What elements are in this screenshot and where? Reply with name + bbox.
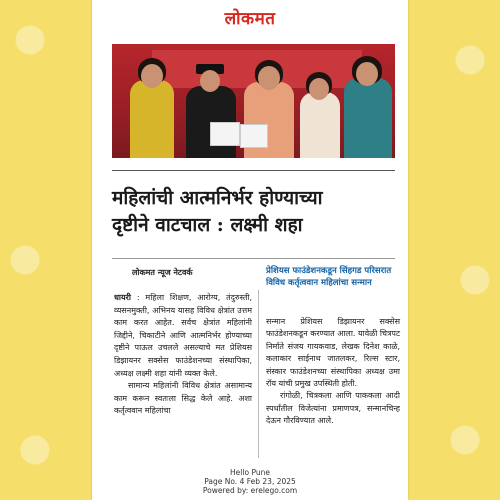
article-left-column	[114, 292, 252, 418]
photo-person-1	[130, 80, 174, 158]
newspaper-masthead: लोकमत	[224, 9, 276, 29]
photo-person-5-face	[356, 62, 378, 86]
photo-certificate-2	[240, 124, 268, 148]
right-paragraph-1: सन्मान प्रेशियस डिझायनर सक्सेस फाउंडेशनकडून करण्यात आला. यावेळी चित्रपट निर्माते संजय गायकवाड, लेखक दिनेश काळे, कलाकार साईनाथ जातलकर, रिल्स स्टार, संस्कार फाउंडेशनच्या संस्थापिका अध्यक्ष उमा रॉय यांची प्रमुख उपस्थिती होती.	[266, 317, 400, 389]
article-photo	[112, 44, 395, 158]
footer-page-date: Page No. 4 Feb 23, 2025	[204, 477, 296, 486]
left-paragraph-1	[114, 292, 252, 380]
article-subheading: प्रेशियस फाउंडेशनकडून सिंहगड परिसरात विविध कर्तृत्ववान महिलांचा सन्मान	[266, 266, 392, 288]
headline-line-1: महिलांची आत्मनिर्भर होण्याच्या	[112, 187, 323, 209]
photo-person-4	[300, 92, 340, 158]
photo-person-1-face	[141, 64, 163, 88]
left-paragraph-2: सामान्य महिलांनी विविध क्षेत्रांत असामान्य काम करून स्वतःला सिद्ध केले आहे. अशा कर्तृत्ववान महिलांचा	[114, 381, 252, 416]
left-paragraph-1-text: : महिला शिक्षण, आरोग्य, तंदुरुस्ती, व्यसनमुक्ती, अभिनय यासह विविध क्षेत्रांत उत्तम काम करत आहेत. सर्वच क्षेत्रांत महिलांनी जिद्दीने, चिकाटीने आणि आत्मनिर्भर होण्याच्या दृष्टीने पाऊल उचलले असल्याचे मत प्रेशियस डिझायनर सक्सेस फाउंडेशनच्या संस्थापिका, अध्यक्ष लक्ष्मी शहा यांनी व्यक्त केले.	[114, 293, 253, 378]
photo-certificate-1	[210, 122, 240, 146]
article-dateline: धायरी	[114, 293, 131, 302]
article-headline	[112, 185, 402, 239]
column-divider	[258, 290, 259, 458]
headline-bottom-rule	[112, 258, 395, 259]
headline-line-2: दृष्टीने वाटचाल : लक्ष्मी शहा	[112, 214, 303, 236]
right-paragraph-2: रांगोळी, चित्रकला आणि पाककला आदी स्पर्धांतील विजेत्यांना प्रमाणपत्र, सन्मानचिन्ह देऊन गौरविण्यात आले.	[266, 391, 400, 426]
article-byline: लोकमत न्यूज नेटवर्क	[132, 268, 193, 277]
footer-powered-by: Powered by: erelego.com	[202, 486, 298, 495]
photo-person-3-face	[258, 66, 280, 90]
photo-person-4-face	[309, 78, 329, 100]
footer-edition: Hello Pune	[230, 468, 270, 477]
photo-person-5	[344, 78, 392, 158]
photo-person-2-face	[200, 70, 220, 92]
newspaper-clipping	[92, 0, 408, 500]
page-footer	[92, 468, 408, 495]
article-right-column	[266, 316, 400, 428]
headline-top-rule	[112, 170, 395, 171]
